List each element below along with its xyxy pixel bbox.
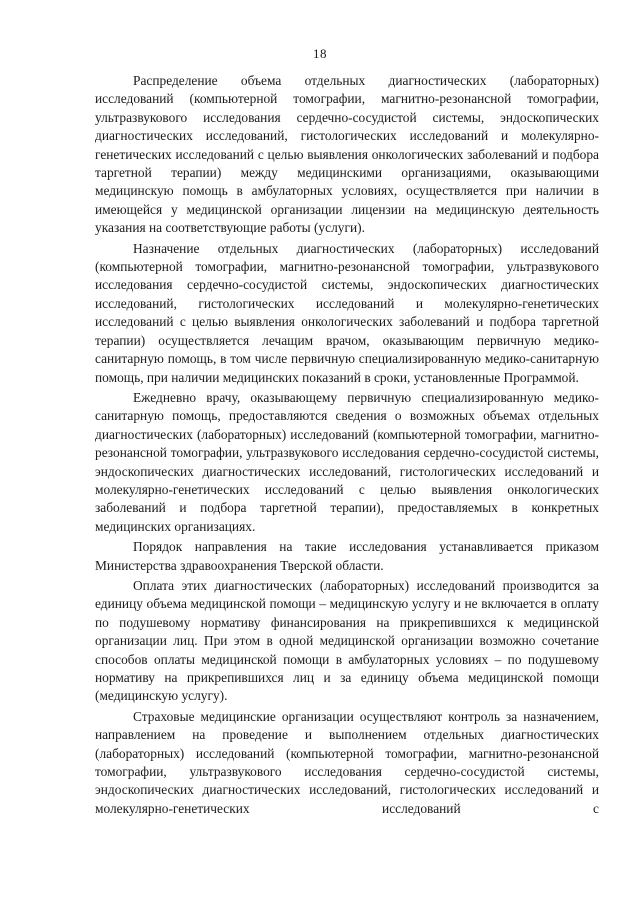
paragraph-volume-distribution: Распределение объема отдельных диагностических (лабораторных) исследований (компьютерной томографии, магнитно-резонансной томографии, ультразвукового исследования сердечно-сосудистой системы, эндоскопических диагностических исследований, гистологических исследований и молекулярно-генетических исследований с целью выявления онкологических заболеваний и подбора таргетной терапии) между медицинскими организациями, оказывающими медицинскую помощь в амбулаторных условиях, осуществляется при наличии в имеющейся у медицинской организации лицензии на медицинскую деятельность указания на соответствующие работы (услуги). [95, 73, 599, 236]
paragraph-prescription: Назначение отдельных диагностических (лабораторных) исследований (компьютерной томографии, магнитно-резонансной томографии, ультразвукового исследования сердечно-сосудистой системы, эндоскопических диагностических исследований, гистологических исследований и молекулярно-генетических исследований с целью выявления онкологических заболеваний и подбора таргетной терапии) осуществляется лечащим врачом, оказывающим первичную медико-санитарную помощь, в том числе первичную специализированную медико-санитарную помощь, при наличии медицинских показаний в сроки, установленные Программой. [95, 240, 599, 385]
paragraph-referral-procedure: Порядок направления на такие исследования устанавливается приказом Министерства здравоохранения Тверской области. [95, 539, 599, 573]
document-body [95, 72, 599, 820]
page-number: 18 [313, 46, 327, 61]
paragraph-insurance-control: Страховые медицинские организации осуществляют контроль за назначением, направлением на проведение и выполнением отдельных диагностических (лабораторных) исследований (компьютерной томографии, магнитно-резонансной томографии, ультразвукового исследования сердечно-сосудистой системы, эндоскопических диагностических исследований, гистологических исследований и молекулярно-генетических исследований с [95, 708, 599, 816]
paragraph-payment: Оплата этих диагностических (лабораторных) исследований производится за единицу объема медицинской помощи – медицинскую услугу и не включается в оплату по подушевому нормативу финансирования на прикрепившихся к медицинской организации лиц. При этом в одной медицинской организации возможно сочетание способов оплаты медицинской помощи в амбулаторных условиях – по подушевому нормативу на прикрепившихся лиц и за единицу объема медицинской помощи (медицинскую услугу). [95, 577, 599, 704]
paragraph-daily-info: Ежедневно врачу, оказывающему первичную специализированную медико-санитарную помощь, предоставляются сведения о возможных объемах отдельных диагностических (лабораторных) исследований (компьютерной томографии, магнитно-резонансной томографии, ультразвукового исследования сердечно-сосудистой системы, эндоскопических диагностических исследований, гистологических исследований и молекулярно-генетических исследований с целью выявления онкологических заболеваний и подбора таргетной терапии), предоставляемых в конкретных медицинских организациях. [95, 389, 599, 534]
